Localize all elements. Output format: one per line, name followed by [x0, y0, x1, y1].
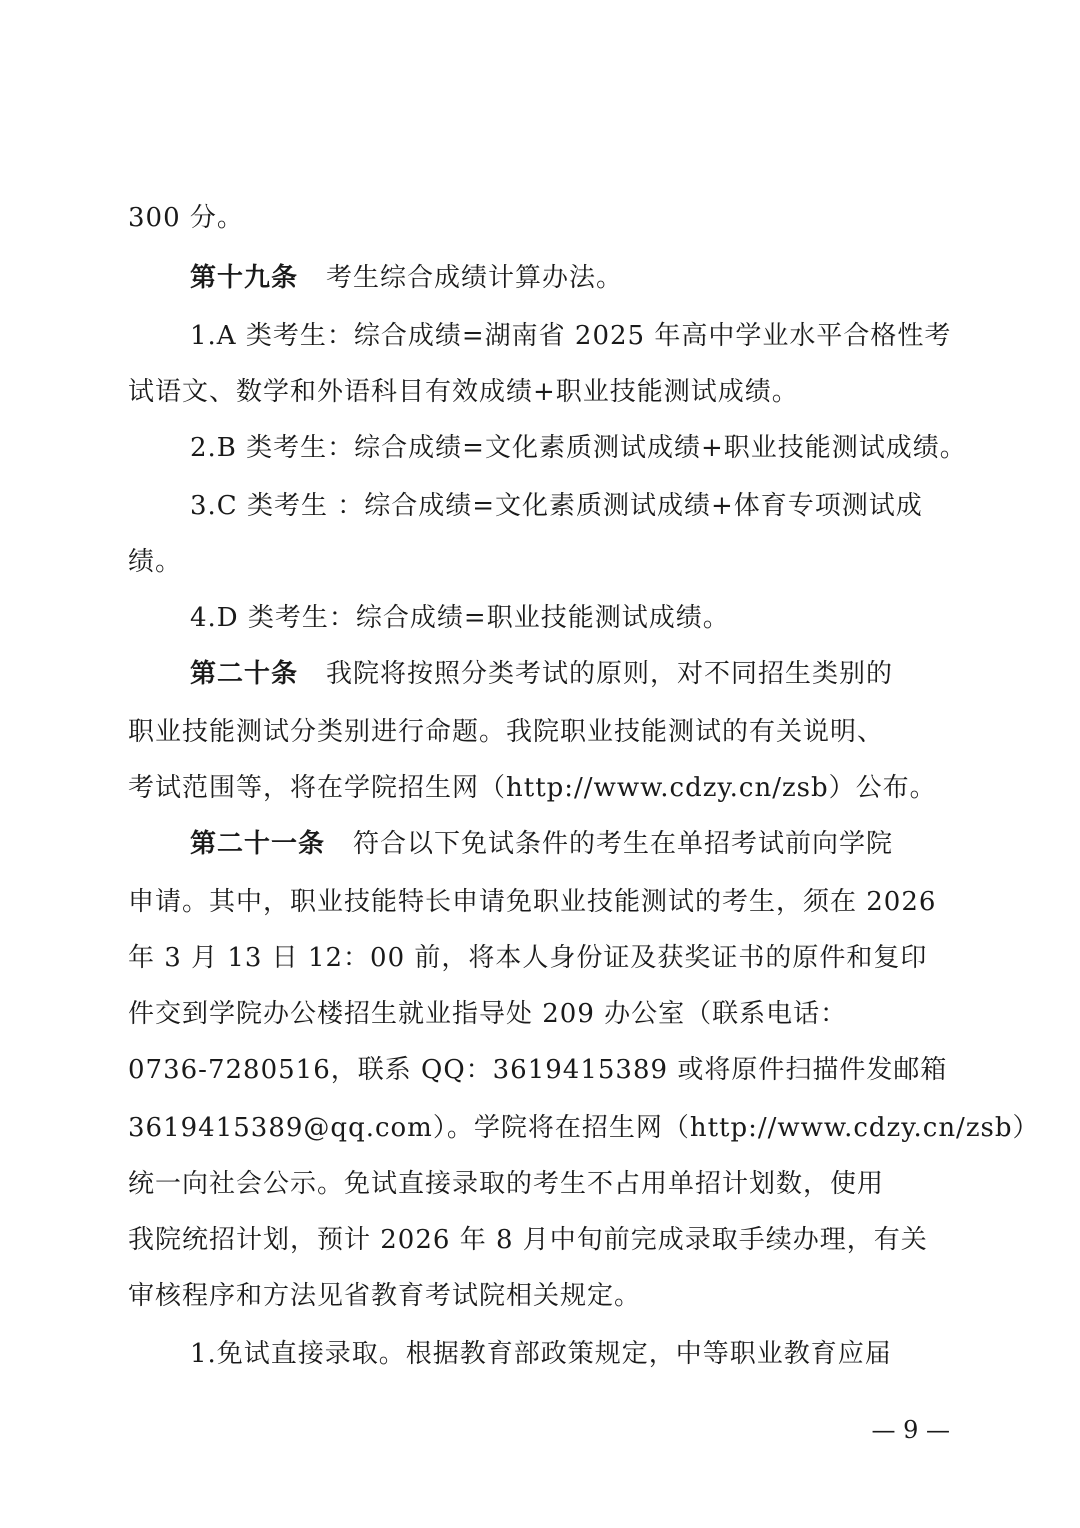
text-line: 0736-7280516，联系 QQ：3619415389 或将原件扫描件发邮箱 — [128, 1055, 948, 1085]
text-line: 3.C 类考生 ：综合成绩=文化素质测试成绩+体育专项测试成 — [190, 491, 923, 521]
text-line: 1.免试直接录取。根据教育部政策规定，中等职业教育应届 — [190, 1339, 892, 1369]
text-line: 申请。其中，职业技能特长申请免职业技能测试的考生，须在 2026 — [128, 887, 937, 917]
text-line: 职业技能测试分类别进行命题。我院职业技能测试的有关说明、 — [128, 717, 885, 747]
article-19 — [190, 258, 960, 298]
article-21 — [190, 824, 960, 864]
text-line: 1.A 类考生：综合成绩=湖南省 2025 年高中学业水平合格性考 — [190, 321, 952, 351]
text-line: 3619415389@qq.com）。学院将在招生网（http://www.cdzy.cn/zsb） — [128, 1113, 1040, 1143]
text-line: 考试范围等，将在学院招生网（http://www.cdzy.cn/zsb）公布。 — [128, 773, 937, 803]
page-number: — 9 — — [871, 1416, 950, 1444]
text-line: 2.B 类考生：综合成绩=文化素质测试成绩+职业技能测试成绩。 — [190, 433, 967, 463]
text-line: 300 分。 — [128, 203, 244, 233]
text-line: 绩。 — [128, 547, 183, 577]
text-line: 试语文、数学和外语科目有效成绩+职业技能测试成绩。 — [128, 377, 799, 407]
text-line: 统一向社会公示。免试直接录取的考生不占用单招计划数，使用 — [128, 1169, 885, 1199]
article-20 — [190, 654, 960, 694]
text-line: 件交到学院办公楼招生就业指导处 209 办公室（联系电话： — [128, 999, 848, 1029]
article-text: 我院将按照分类考试的原则，对不同招生类别的 — [326, 659, 894, 689]
article-heading: 第二十一条 — [190, 829, 326, 859]
article-text: 考生综合成绩计算办法。 — [326, 263, 624, 293]
text-line: 审核程序和方法见省教育考试院相关规定。 — [128, 1281, 642, 1311]
article-heading: 第十九条 — [190, 263, 299, 293]
text-line: 我院统招计划，预计 2026 年 8 月中旬前完成录取手续办理，有关 — [128, 1225, 928, 1255]
article-heading: 第二十条 — [190, 659, 299, 689]
text-line: 4.D 类考生：综合成绩=职业技能测试成绩。 — [190, 603, 730, 633]
text-line: 年 3 月 13 日 12：00 前，将本人身份证及获奖证书的原件和复印 — [128, 943, 928, 973]
article-text: 符合以下免试条件的考生在单招考试前向学院 — [353, 829, 894, 859]
